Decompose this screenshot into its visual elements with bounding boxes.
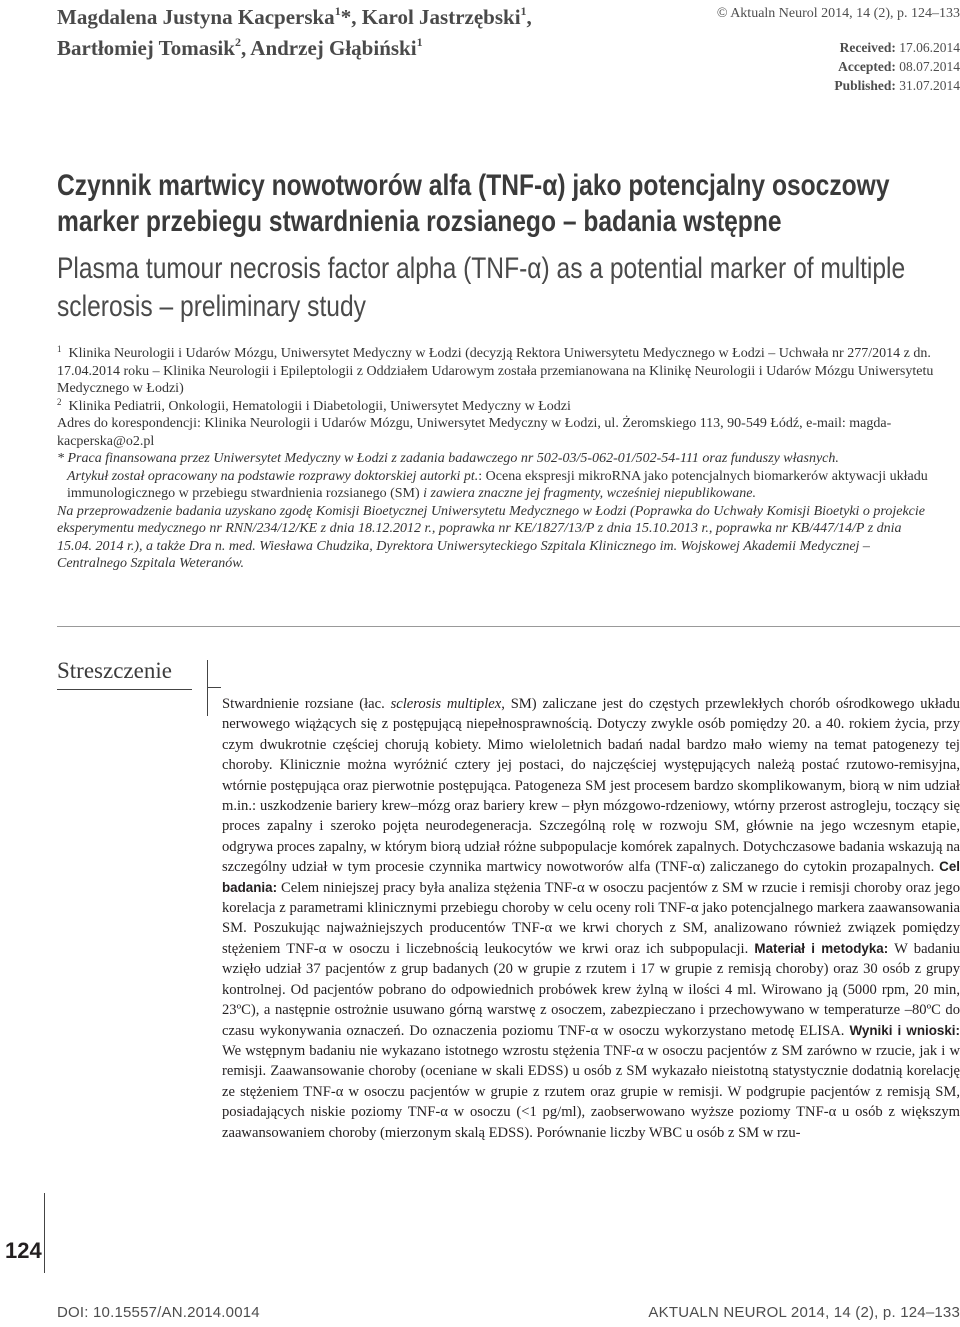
aim-label: Cel badania: [222,859,960,895]
accepted-date: Accepted: 08.07.2014 [838,59,960,74]
heading-connector-rule [207,687,221,688]
author-list [57,2,657,64]
affiliation-2: $^2$ Klinika Pediatrii, Onkologii, Hematologii i Diabetologii, Uniwersytet Medyczny w Łodzi [57,396,571,414]
article-title-polish: Czynnik martwicy nowotworów alfa (TNF-α) jako potencjalny osoczowy marker przebiegu stwardnienia rozsianego – badania wstępne [57,169,890,238]
received-date: Received: 17.06.2014 [839,40,960,55]
published-date: Published: 31.07.2014 [834,78,960,93]
thesis-note: Artykuł został opracowany na podstawie rozprawy doktorskiej autorki pt.: Ocena ekspresji mikroRNA jako potencjalnych biomarkerów aktywacji układu immunologicznego w przebiegu stwardnienia rozsianego (SM) i zawiera znaczne jej fragmenty, wcześniej niepublikowane. [67,468,928,501]
funding-note: * Praca finansowana przez Uniwersytet Medyczny w Łodzi z zadania badawczego nr 502-03/5-062-01/502-54-111 oraz funduszy własnych. [57,451,839,466]
heading-underline [57,689,192,690]
page-number: 124 [5,1238,42,1263]
abstract-heading: Streszczenie [57,658,172,683]
ethics-note: Na przeprowadzenie badania uzyskano zgodę Komisji Bioetycznej Uniwersytetu Medycznego w Łodzi (Poprawka do Uchwały Komisji Bioetyki o projekcie eksperymentu medycznego nr RNN/234/12/KE z dnia 18.12.2012 r., poprawka nr KE/1827/13/P z dnia 15.10.2013 r., poprawka nr KB/447/14/P z dnia 15.04. 2014 r.), a także Dra n. med. Wiesława Chudzika, Dyrektora Uniwersyteckiego Szpitala Klinicznego im. Wojskowej Akademii Medycznej – Centralnego Szpitala Weteranów. [57,503,925,571]
journal-footer: AKTUALN NEUROL 2014, 14 (2), p. 124–133 [648,1304,960,1321]
author-line-1: Magdalena Justyna Kacperska$^1$*, Karol Jastrzębski$^1$, [57,4,532,29]
article-title-english: Plasma tumour necrosis factor alpha (TNF-α) as a potential marker of multiple sclerosis – preliminary study [57,252,906,323]
section-divider [57,626,960,627]
results-label: Wyniki i wnioski: [849,1022,960,1038]
heading-vertical-rule [207,660,208,716]
journal-citation: © Aktualn Neurol 2014, 14 (2), p. 124–133 [716,6,960,21]
page-number-rule [44,1193,45,1273]
correspondence-address: Adres do korespondencji: Klinika Neurologii i Udarów Mózgu, Uniwersytet Medyczny w Łodzi, ul. Żeromskiego 113, 90-549 Łódź, e-mail: magda-kacperska@o2.pl [57,416,892,449]
author-line-2: Bartłomiej Tomasik$^2$, Andrzej Głąbiński$^1$ [57,35,423,60]
affiliation-1: $^1$ Klinika Neurologii i Udarów Mózgu, Uniwersytet Medyczny w Łodzi (decyzją Rektora Uniwersytetu Medycznego w Łodzi – Uchwała nr 277/2014 z dn. 17.04.2014 roku – Klinika Neurologii i Epileptologii z Oddziałem Udarowym została przemianowana na Klinikę Neurologii i Udarów Mózgu Uniwersytetu Medycznego w Łodzi) [57,344,934,396]
affiliations-block [57,345,937,573]
abstract-body: Stwardnienie rozsiane (łac. sclerosis multiplex, SM) zaliczane jest do częstych przewlekłych chorób ośrodkowego układu nerwowego wiążących się z postępującą niepełnosprawnością. Dotyczy zwykle osób pomiędzy 20. a 40. rokiem życia, przy czym dwukrotnie częściej chorują kobiety. Mimo wieloletnich badań nadal bardzo mało wiemy na temat patogenezy tej choroby. Klinicznie można wyróżnić cztery jej postaci, do najczęściej występujących należą postać rzutowo-remisyjna, wtórnie postępująca oraz pierwotnie postępująca. Patogeneza SM jest procesem bardzo skomplikowanym, biorą w nim udział m.in.: uszkodzenie bariery krew–mózg oraz bariery krew – płyn mózgowo-rdzeniowy, wtórny przerost astrogleju, toczący się proces zapalny i szeroko pojęta neurodegeneracja. Szczególną rolę w rozwoju SM, głównie na jego wczesnym etapie, odgrywa proces zapalny, w którym biorą udział różne subpopulacje komórek zapalnych. Dotychczasowe badania wskazują na szczególny udział w tym procesie czynnika martwicy nowotworów alfa (TNF-α) zaliczanego do cytokin prozapalnych. Cel badania: Celem niniejszej pracy była analiza stężenia TNF-α w osoczu pacjentów z SM w rzucie i remisji choroby oraz jego korelacja z parametrami klinicznymi przebiegu choroby w celu oceny roli TNF-α jako potencjalnego markera zaawansowania SM. Poszukując najważniejszych producentów TNF-α we krwi chorych z SM, analizowano również związek pomiędzy stężeniem TNF-α w osoczu i liczebnością leukocytów we krwi oraz ich subpopulacji. Materiał i metodyka: W badaniu wzięło udział 37 pacjentów z grup badanych (20 w grupie z rzutem i 17 w grupie z remisją choroby) oraz 30 osób z grupy kontrolnej. Od pacjentów pobrano do odpowiednich probówek krew żylną w ilości 4 ml. Wirowano ją (5000 rpm, 20 min, 23ºC), a następnie ostrożnie usuwano górną warstwę z osoczem, zabezpieczano i przechowywano w temperaturze –80ºC do czasu wykonywania oznaczeń. Do oznaczenia poziomu TNF-α w osoczu wykorzystano metodę ELISA. Wyniki i wnioski: We wstępnym badaniu nie wykazano istotnego wzrostu stężenia TNF-α w osoczu pacjentów z SM zarówno w rzucie, jak i w remisji. Zaawansowanie choroby (oceniane w skali EDSS) u osób z SM wykazało nieistotną statystycznie dodatnią korelację ze stężeniem TNF-α w osoczu pacjentów w grupie z rzutem oraz grupie w remisji. W podgrupie pacjentów z remisją SM, posiadających niskie poziomy TNF-α w osoczu (<1 pg/ml), zaobserwowano wyższe poziomy TNF-α u osób z większym zaawansowaniem choroby (mierzonym skalą EDSS). Porównanie liczby WBC u osób z SM w rzu- [222,696,960,1141]
doi-footer: DOI: 10.15557/AN.2014.0014 [57,1304,260,1321]
publication-dates [780,38,960,95]
methods-label: Materiał i metodyka: [754,940,889,956]
